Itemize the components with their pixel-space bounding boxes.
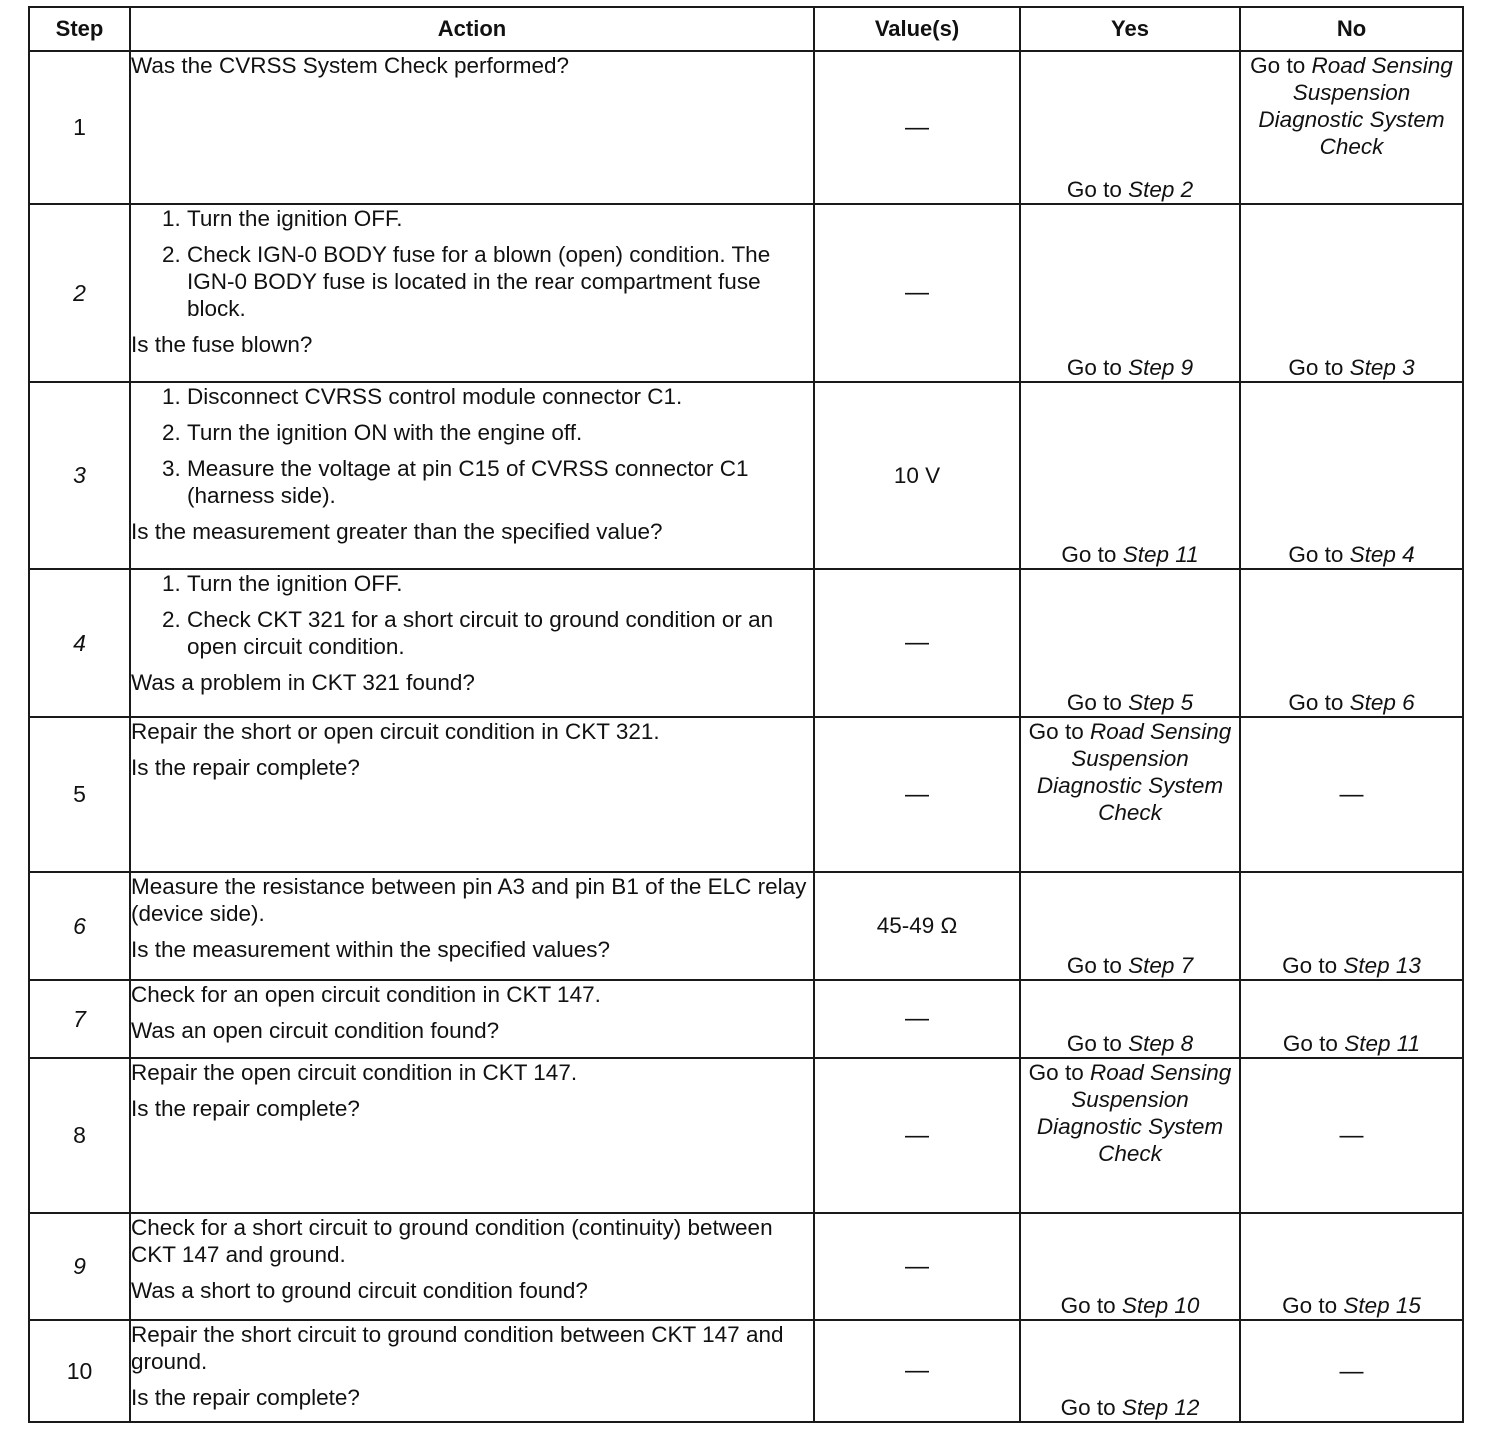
step-number: 5 <box>29 717 130 872</box>
value-cell <box>814 980 1020 1058</box>
header-no: No <box>1240 7 1463 51</box>
diagnostic-table <box>28 6 1464 1423</box>
header-action: Action <box>130 7 814 51</box>
yes-prefix: Go to <box>1066 953 1129 978</box>
value-cell <box>814 382 1020 569</box>
no-text: — <box>1339 781 1364 808</box>
yes-prefix: Go to <box>1060 1395 1122 1420</box>
step-number: 6 <box>29 872 130 980</box>
action-step: 2. Check CKT 321 for a short circuit to ground condition or an open circuit condition. <box>187 606 813 660</box>
action-steps <box>131 383 813 509</box>
action-cell <box>130 980 814 1058</box>
yes-cell[interactable] <box>1020 1320 1240 1422</box>
value-text: — <box>905 780 929 808</box>
yes-prefix: Go to <box>1066 690 1129 715</box>
no-cell <box>1240 1058 1463 1213</box>
value-cell <box>814 717 1020 872</box>
action-text: Repair the open circuit condition in CKT 147. <box>131 1060 578 1085</box>
yes-link[interactable]: Step 11 <box>1122 542 1199 567</box>
value-cell <box>814 1058 1020 1213</box>
yes-link[interactable]: Step 10 <box>1121 1293 1200 1318</box>
step-number: 2 <box>29 204 130 382</box>
value-text: — <box>905 629 929 656</box>
table-row <box>29 382 1463 569</box>
no-cell[interactable] <box>1240 51 1463 204</box>
no-link[interactable]: Step 13 <box>1343 953 1421 978</box>
yes-cell[interactable] <box>1020 382 1240 569</box>
action-cell <box>130 569 814 717</box>
action-question: Was the CVRSS System Check performed? <box>131 53 570 78</box>
value-text: — <box>905 1121 929 1149</box>
action-cell <box>130 872 814 980</box>
step-number: 4 <box>29 569 130 717</box>
no-text: — <box>1339 1122 1364 1149</box>
yes-prefix: Go to <box>1028 719 1090 744</box>
table-row <box>29 569 1463 717</box>
action-question: Is the fuse blown? <box>131 332 313 357</box>
action-steps <box>131 205 813 322</box>
yes-prefix: Go to <box>1066 177 1129 202</box>
action-cell <box>130 382 814 569</box>
yes-cell[interactable] <box>1020 872 1240 980</box>
no-link[interactable]: Step 15 <box>1343 1293 1421 1318</box>
no-link[interactable]: Road Sensing Suspension Diagnostic System Check <box>1258 53 1453 159</box>
no-cell[interactable] <box>1240 872 1463 980</box>
no-text: — <box>1339 1357 1364 1385</box>
yes-prefix: Go to <box>1028 1060 1090 1085</box>
no-link[interactable]: Step 6 <box>1349 690 1415 715</box>
action-text: Check for a short circuit to ground condition (continuity) between CKT 147 and ground. <box>131 1215 773 1267</box>
table-row <box>29 1213 1463 1320</box>
action-steps <box>131 570 813 660</box>
no-cell[interactable] <box>1240 1213 1463 1320</box>
value-text: — <box>905 1005 929 1032</box>
step-number: 7 <box>29 980 130 1058</box>
action-cell <box>130 51 814 204</box>
no-prefix: Go to <box>1288 542 1350 567</box>
table-row <box>29 1320 1463 1422</box>
yes-link[interactable]: Road Sensing Suspension Diagnostic System Check <box>1036 719 1232 825</box>
yes-cell[interactable] <box>1020 569 1240 717</box>
value-text: — <box>905 113 929 141</box>
no-link[interactable]: Step 3 <box>1349 355 1415 380</box>
table-row <box>29 872 1463 980</box>
header-yes: Yes <box>1020 7 1240 51</box>
value-text: — <box>905 1252 929 1280</box>
step-number: 9 <box>29 1213 130 1320</box>
action-step: 1. Turn the ignition OFF. <box>187 570 813 597</box>
action-question: Was a problem in CKT 321 found? <box>131 670 475 695</box>
value-text: 10 V <box>893 462 941 488</box>
yes-link[interactable]: Step 7 <box>1128 953 1194 978</box>
yes-link[interactable]: Step 12 <box>1121 1395 1200 1420</box>
table-row <box>29 204 1463 382</box>
yes-cell[interactable] <box>1020 204 1240 382</box>
step-number: 10 <box>29 1320 130 1422</box>
no-cell[interactable] <box>1240 980 1463 1058</box>
table-row <box>29 1058 1463 1213</box>
action-text: Measure the resistance between pin A3 and pin B1 of the ELC relay (device side). <box>131 874 807 926</box>
action-cell <box>130 1058 814 1213</box>
yes-cell[interactable] <box>1020 717 1240 872</box>
value-text: 45-49 Ω <box>876 913 958 938</box>
no-cell[interactable] <box>1240 569 1463 717</box>
value-cell <box>814 1320 1020 1422</box>
header-step: Step <box>29 7 130 51</box>
yes-cell[interactable] <box>1020 1058 1240 1213</box>
no-link[interactable]: Step 4 <box>1349 542 1415 567</box>
action-question: Is the measurement greater than the specified value? <box>131 519 663 544</box>
no-cell <box>1240 1320 1463 1422</box>
no-cell <box>1240 717 1463 872</box>
action-cell <box>130 1320 814 1422</box>
yes-link[interactable]: Road Sensing Suspension Diagnostic System Check <box>1036 1060 1232 1166</box>
yes-cell[interactable] <box>1020 51 1240 204</box>
action-step: 1. Disconnect CVRSS control module connector C1. <box>187 383 813 410</box>
action-question: Was an open circuit condition found? <box>131 1018 500 1043</box>
no-cell[interactable] <box>1240 204 1463 382</box>
value-cell <box>814 872 1020 980</box>
no-link[interactable]: Step 11 <box>1344 1031 1421 1056</box>
yes-prefix: Go to <box>1061 542 1123 567</box>
yes-cell[interactable] <box>1020 1213 1240 1320</box>
table-row <box>29 980 1463 1058</box>
no-cell[interactable] <box>1240 382 1463 569</box>
value-cell <box>814 1213 1020 1320</box>
value-cell <box>814 51 1020 204</box>
yes-link[interactable]: Step 8 <box>1128 1031 1194 1056</box>
no-prefix: Go to <box>1282 953 1344 978</box>
value-text: — <box>905 1357 929 1384</box>
step-number: 8 <box>29 1058 130 1213</box>
action-cell <box>130 204 814 382</box>
action-question: Was a short to ground circuit condition found? <box>131 1278 588 1303</box>
value-text: — <box>905 279 929 306</box>
step-number: 3 <box>29 382 130 569</box>
yes-link[interactable]: Step 2 <box>1128 177 1194 202</box>
header-value: Value(s) <box>814 7 1020 51</box>
no-prefix: Go to <box>1250 53 1312 78</box>
no-prefix: Go to <box>1288 355 1350 380</box>
value-cell <box>814 204 1020 382</box>
action-question: Is the repair complete? <box>131 1385 360 1410</box>
action-text: Repair the short or open circuit condition in CKT 321. <box>131 719 660 744</box>
action-question: Is the measurement within the specified values? <box>131 937 611 962</box>
header-row <box>29 7 1463 51</box>
value-cell <box>814 569 1020 717</box>
step-number: 1 <box>29 51 130 204</box>
yes-link[interactable]: Step 5 <box>1128 690 1194 715</box>
no-prefix: Go to <box>1282 1031 1345 1056</box>
no-prefix: Go to <box>1282 1293 1344 1318</box>
yes-link[interactable]: Step 9 <box>1128 355 1194 380</box>
yes-prefix: Go to <box>1060 1293 1122 1318</box>
action-step: 2. Check IGN-0 BODY fuse for a blown (open) condition. The IGN-0 BODY fuse is located in the rear compartment fuse block. <box>187 241 813 322</box>
action-cell <box>130 1213 814 1320</box>
action-question: Is the repair complete? <box>131 755 360 780</box>
no-prefix: Go to <box>1288 690 1350 715</box>
table-row <box>29 51 1463 204</box>
yes-prefix: Go to <box>1066 355 1129 380</box>
action-cell <box>130 717 814 872</box>
action-text: Repair the short circuit to ground condition between CKT 147 and ground. <box>131 1322 784 1374</box>
action-question: Is the repair complete? <box>131 1096 360 1121</box>
action-step: 1. Turn the ignition OFF. <box>187 205 813 232</box>
yes-prefix: Go to <box>1066 1031 1129 1056</box>
table-row <box>29 717 1463 872</box>
action-text: Check for an open circuit condition in CKT 147. <box>131 982 601 1007</box>
action-step: 2. Turn the ignition ON with the engine off. <box>187 419 813 446</box>
yes-cell[interactable] <box>1020 980 1240 1058</box>
action-step: 3. Measure the voltage at pin C15 of CVRSS connector C1 (harness side). <box>187 455 813 509</box>
